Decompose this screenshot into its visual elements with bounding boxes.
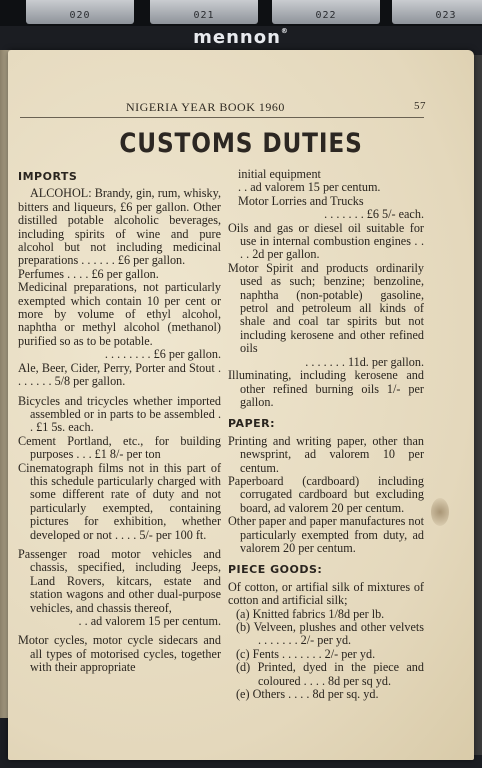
- entry-cotton: Of cotton, or artifial silk of mixtures of cotton and artificial silk;: [228, 579, 424, 608]
- entry-rate: . . . . . . . 11d. per gallon.: [305, 354, 424, 369]
- list-item: (e) Others . . . . 8d per sq. yd.: [236, 687, 379, 702]
- frame-number: 021: [193, 10, 215, 21]
- entry-lorries: Motor Lorries and Trucks: [238, 193, 364, 208]
- entry-ale: Ale, Beer, Cider, Perry, Porter and Stout . . . . . . . 5/8 per gallon.: [18, 360, 221, 389]
- entry-other-paper: Other paper and paper manufactures not particularly exempted from duty, ad valorem 20 per centum.: [228, 514, 424, 555]
- running-header: [126, 100, 426, 115]
- list-item: (a) Knitted fabrics 1/8d per lb.: [236, 606, 385, 621]
- list-item: (d) Printed, dyed in the piece and coloured . . . . 8d per sq yd.: [236, 660, 424, 688]
- page-number: 57: [414, 100, 426, 112]
- left-column: [18, 168, 221, 675]
- entry-perfumes: Perfumes . . . . £6 per gallon.: [18, 266, 159, 281]
- entry-motor-spirit: Motor Spirit and products ordinarily used as such; benzine; benzoline, naphtha (non-potable) gasoline, petrol and petroleum all kinds of shale and coal tar spirits but not including kerosene and other refined oils: [228, 260, 424, 356]
- list-item: (c) Fents . . . . . . . 2/- per yd.: [236, 646, 376, 661]
- film-strip: [0, 0, 482, 26]
- entry-motorcycles: Motor cycles, motor cycle sidecars and all types of motorised cycles, together with their appropriate: [18, 633, 221, 675]
- section-heading: PIECE GOODS:: [228, 563, 323, 577]
- paper-stain: [431, 498, 449, 526]
- entry-initial-equipment: initial equipment: [238, 167, 321, 181]
- entry-rate: . . ad valorem 15 per centum.: [78, 614, 221, 628]
- entry-oils: Oils and gas or diesel oil suitable for use in internal combustion engines . . . . 2d per gallon.: [228, 220, 424, 262]
- frame-number: 022: [315, 10, 337, 21]
- entry-cement: Cement Portland, etc., for building purposes . . . £1 8/- per ton: [18, 433, 221, 462]
- entry-rate: . . . . . . . . £6 per gallon.: [104, 347, 221, 362]
- entry-alcohol: ALCOHOL: Brandy, gin, rum, whisky, bitters and liqueurs, £6 per gallon. Other distilled potable alcoholic beverages, including spirits of wine and pure alcohol but not including medicinal preparations . . . . . . £6 per gallon.: [18, 186, 221, 268]
- entry-illuminating: Illuminating, including kerosene and other refined burning oils 1/- per gallon.: [228, 368, 424, 409]
- brand-logo: mennon®: [193, 27, 289, 48]
- right-column: [228, 168, 424, 701]
- entry-paperboard: Paperboard (cardboard) including corrugated cardboard but excluding board, ad valorem 20 per centum.: [228, 473, 424, 515]
- section-heading: IMPORTS: [18, 170, 78, 183]
- header-rule: [20, 117, 424, 118]
- entry-cinematograph: Cinematograph films not in this part of this schedule particularly charged with some different rate of duty and not particularly exempted, containing pictures for exhibition, whether developed or not . . . . 5/- per 100 ft.: [18, 460, 221, 542]
- film-frame: [272, 0, 380, 24]
- entry-rate: . . . . . . . £6 5/- each.: [324, 207, 424, 222]
- page-title: CUSTOMS DUTIES: [119, 128, 363, 159]
- frame-number: 023: [435, 10, 457, 21]
- entry-medicinal: Medicinal preparations, not particularly exempted which contain 10 per cent or more by volume of ethyl alcohol, naphtha or methyl alcohol (methanol) purified so as to be potable.: [18, 280, 221, 348]
- frame-number: 020: [69, 10, 91, 21]
- entry-printing-paper: Printing and writing paper, other than newsprint, ad valorem 10 per centum.: [228, 433, 424, 475]
- film-frame: [26, 0, 134, 24]
- section-heading: PAPER:: [228, 417, 276, 431]
- running-title: NIGERIA YEAR BOOK 1960: [126, 100, 285, 114]
- film-frame: [392, 0, 482, 24]
- entry-rate: . . ad valorem 15 per centum.: [238, 180, 381, 195]
- page-edge: [474, 55, 482, 755]
- entry-bicycles: Bicycles and tricycles whether imported assembled or in parts to be assembled . . £1 5s. each.: [18, 393, 221, 435]
- list-item: (b) Velveen, plushes and other velvets . . . . . . . 2/- per yd.: [236, 620, 424, 648]
- film-frame: [150, 0, 258, 24]
- entry-passenger-vehicles: Passenger road motor vehicles and chassis, specified, including Jeeps, Land Rovers, kitcars, estate and station wagons and other dual-purpose vehicles, and chassis thereof,: [18, 546, 221, 615]
